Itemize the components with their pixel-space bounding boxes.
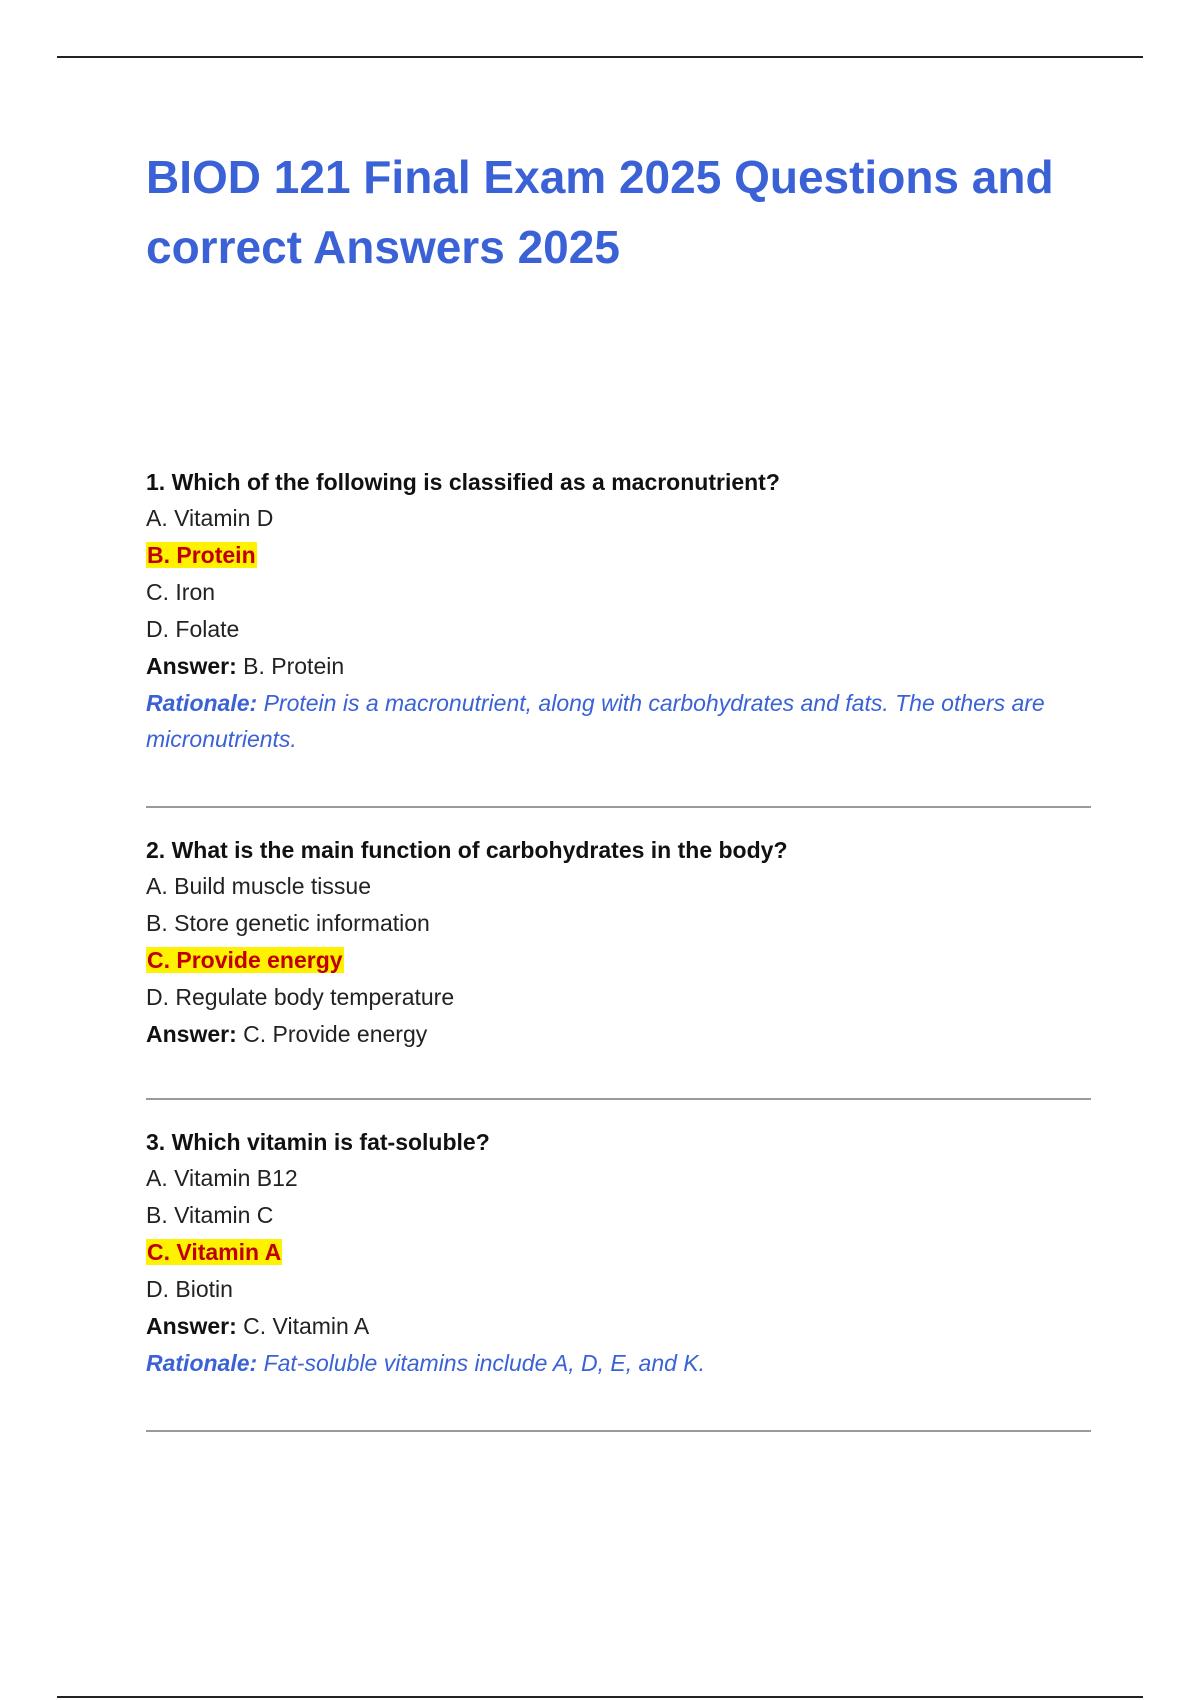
option-a: A. Vitamin D: [146, 505, 274, 531]
page-top-rule: [57, 56, 1143, 58]
answer-line: Answer: C. Vitamin A: [146, 1313, 370, 1339]
document-title: BIOD 121 Final Exam 2025 Questions and correct Answers 2025: [146, 151, 1054, 273]
option-d: D. Regulate body temperature: [146, 984, 455, 1010]
question-divider: [146, 1098, 1091, 1100]
rationale: Rationale: Protein is a macronutrient, along with carbohydrates and fats. The others are micronutrients.: [146, 690, 1045, 752]
page-bottom-rule: [57, 1696, 1143, 1698]
question-divider: [146, 1430, 1091, 1432]
option-d: D. Folate: [146, 616, 240, 642]
option-c: C. Iron: [146, 579, 216, 605]
option-b: B. Vitamin C: [146, 1202, 274, 1228]
question-block-2: [146, 832, 1091, 1053]
highlighted-answer: C. Vitamin A: [147, 1239, 282, 1265]
answer-line: Answer: B. Protein: [146, 653, 345, 679]
question-block-1: [146, 464, 1091, 757]
option-b: B. Store genetic information: [146, 910, 430, 936]
answer-line: Answer: C. Provide energy: [146, 1021, 428, 1047]
question-block-3: [146, 1124, 1091, 1381]
question-text: 2. What is the main function of carbohydrates in the body?: [146, 837, 788, 863]
option-d: D. Biotin: [146, 1276, 233, 1302]
rationale: Rationale: Fat-soluble vitamins include A, D, E, and K.: [146, 1350, 706, 1376]
option-c-correct: [146, 1234, 1091, 1271]
option-a: A. Vitamin B12: [146, 1165, 298, 1191]
option-c-correct: [146, 942, 1091, 979]
highlighted-answer: C. Provide energy: [147, 947, 343, 973]
question-text: 1. Which of the following is classified as a macronutrient?: [146, 469, 780, 495]
question-divider: [146, 806, 1091, 808]
option-b-correct: [146, 537, 1091, 574]
question-text: 3. Which vitamin is fat-soluble?: [146, 1129, 490, 1155]
highlighted-answer: B. Protein: [147, 542, 256, 568]
option-a: A. Build muscle tissue: [146, 873, 371, 899]
